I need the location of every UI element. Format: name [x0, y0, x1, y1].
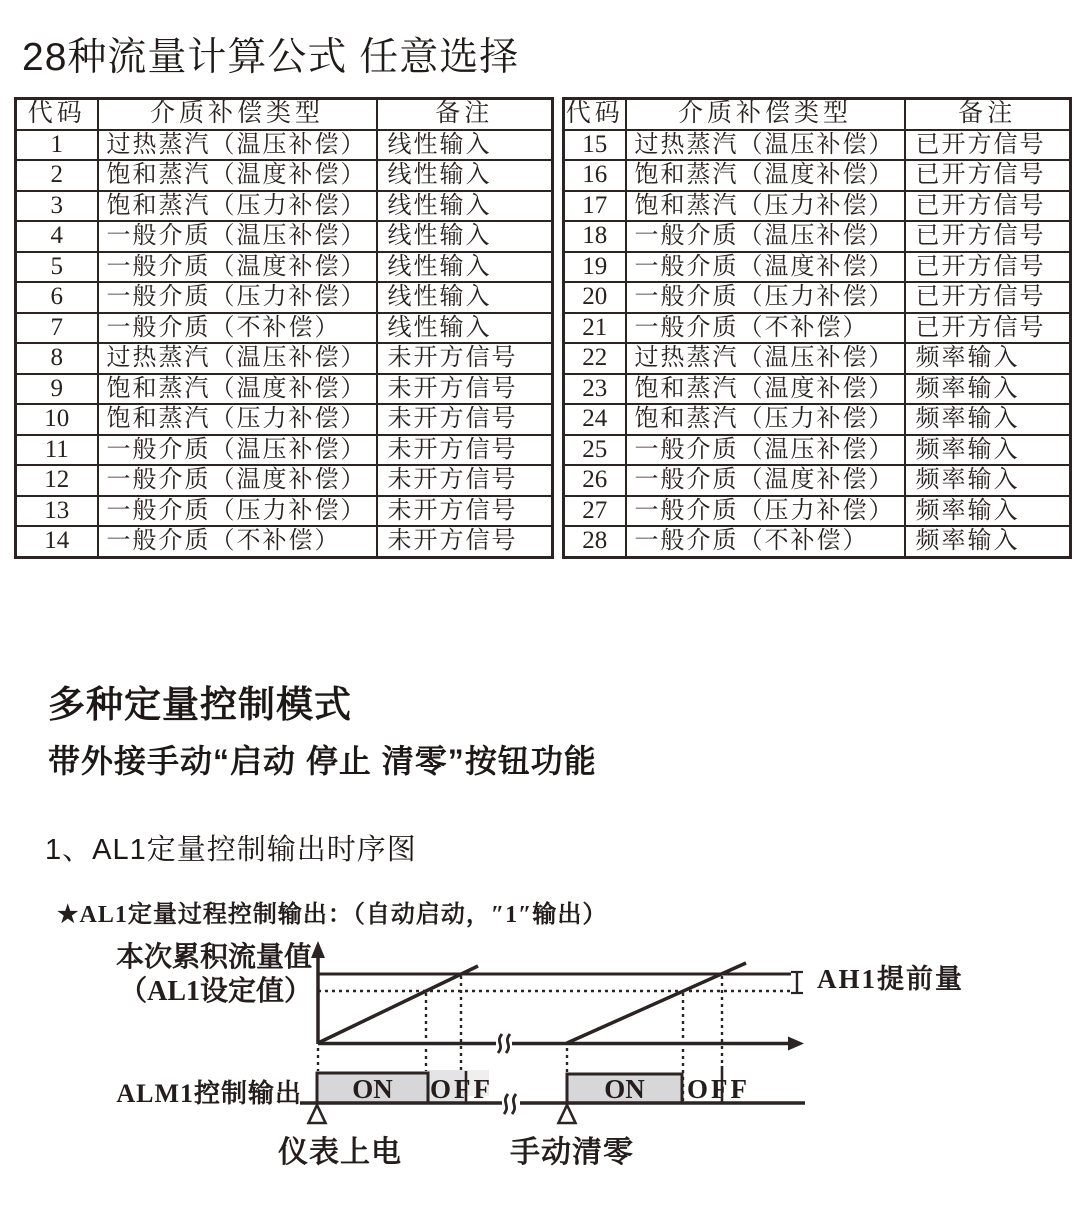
table-cell: 饱和蒸汽（温度补偿）: [626, 160, 905, 191]
table-cell: 19: [564, 252, 626, 283]
table-cell: 频率输入: [905, 404, 1071, 435]
table-cell: 4: [16, 221, 98, 252]
table-cell: 线性输入: [377, 252, 553, 283]
event-marker-triangle: [559, 1105, 576, 1123]
table-cell: 未开方信号: [377, 465, 553, 496]
table-cell: 线性输入: [377, 221, 553, 252]
table-cell: 频率输入: [905, 465, 1071, 496]
table-cell: 一般介质（不补偿）: [98, 313, 377, 344]
alm1-output-label: ALM1控制输出: [116, 1079, 302, 1108]
table-cell: 饱和蒸汽（压力补偿）: [98, 404, 377, 435]
flow-ramp-1: [318, 966, 478, 1043]
axis-break-mark: [502, 1092, 520, 1114]
table-cell: 22: [564, 343, 626, 374]
table-cell: 一般介质（温压补偿）: [626, 435, 905, 466]
table-cell: 线性输入: [377, 160, 553, 191]
table-cell: 饱和蒸汽（压力补偿）: [626, 191, 905, 222]
y-axis-label-line1: 本次累积流量值: [115, 942, 312, 973]
table-cell: 21: [564, 313, 626, 344]
event-marker-triangle: [309, 1105, 326, 1123]
table-cell: 线性输入: [377, 282, 553, 313]
table-cell: 未开方信号: [377, 526, 553, 557]
table-cell: 25: [564, 435, 626, 466]
table-cell: 12: [16, 465, 98, 496]
table-cell: 10: [16, 404, 98, 435]
axis-break-mark: [496, 1034, 512, 1053]
x-axis-arrowhead: [788, 1037, 804, 1051]
table-cell: 9: [16, 374, 98, 405]
col-header-code: 代码: [16, 99, 98, 130]
table-cell: 未开方信号: [377, 343, 553, 374]
table-cell: 过热蒸汽（温压补偿）: [98, 130, 377, 161]
table-cell: 11: [16, 435, 98, 466]
table-cell: 未开方信号: [377, 404, 553, 435]
table-cell: 8: [16, 343, 98, 374]
table-cell: 一般介质（温度补偿）: [626, 252, 905, 283]
table-cell: 已开方信号: [905, 130, 1071, 161]
table-cell: 线性输入: [377, 130, 553, 161]
on-state-label: ON: [604, 1074, 645, 1104]
table-cell: 一般介质（压力补偿）: [98, 496, 377, 527]
table-cell: 未开方信号: [377, 374, 553, 405]
on-state-label: ON: [352, 1074, 393, 1104]
table-cell: 1: [16, 130, 98, 161]
table-cell: 28: [564, 526, 626, 557]
y-axis-label-line2: （AL1设定值）: [119, 976, 312, 1007]
ah1-gap-marker: [791, 972, 803, 993]
table-cell: 18: [564, 221, 626, 252]
table-cell: 一般介质（不补偿）: [626, 526, 905, 557]
table-cell: 26: [564, 465, 626, 496]
table-cell: 已开方信号: [905, 313, 1071, 344]
table-cell: 饱和蒸汽（温度补偿）: [98, 374, 377, 405]
table-cell: 一般介质（温压补偿）: [98, 221, 377, 252]
table-cell: 17: [564, 191, 626, 222]
diagram-title: ★AL1定量过程控制输出：（自动启动，″1″输出）: [57, 902, 608, 928]
table-cell: 线性输入: [377, 191, 553, 222]
table-cell: 一般介质（压力补偿）: [626, 282, 905, 313]
table-cell: 已开方信号: [905, 191, 1071, 222]
table-cell: 一般介质（不补偿）: [98, 526, 377, 557]
table-cell: 一般介质（温度补偿）: [98, 465, 377, 496]
col-header-code: 代码: [564, 99, 626, 130]
table-cell: 频率输入: [905, 496, 1071, 527]
table-cell: 一般介质（压力补偿）: [626, 496, 905, 527]
table-cell: 24: [564, 404, 626, 435]
section-subheading: 带外接手动“启动 停止 清零”按钮功能: [48, 743, 597, 779]
table-cell: 一般介质（不补偿）: [626, 313, 905, 344]
table-cell: 23: [564, 374, 626, 405]
table-cell: 饱和蒸汽（压力补偿）: [98, 191, 377, 222]
table-cell: 一般介质（温压补偿）: [98, 435, 377, 466]
table-cell: 一般介质（温度补偿）: [98, 252, 377, 283]
table-cell: 一般介质（温压补偿）: [626, 221, 905, 252]
table-cell: 过热蒸汽（温压补偿）: [626, 130, 905, 161]
table-cell: 未开方信号: [377, 496, 553, 527]
table-cell: 过热蒸汽（温压补偿）: [98, 343, 377, 374]
table-cell: 一般介质（温度补偿）: [626, 465, 905, 496]
table-cell: 2: [16, 160, 98, 191]
table-cell: 13: [16, 496, 98, 527]
table-cell: 20: [564, 282, 626, 313]
col-header-medium: 介质补偿类型: [626, 99, 905, 130]
table-cell: 6: [16, 282, 98, 313]
table-cell: 7: [16, 313, 98, 344]
table-cell: 线性输入: [377, 313, 553, 344]
table-cell: 频率输入: [905, 435, 1071, 466]
table-cell: 频率输入: [905, 343, 1071, 374]
diagram-section-title: 1、AL1定量控制输出时序图: [45, 834, 417, 866]
table-cell: 饱和蒸汽（压力补偿）: [626, 404, 905, 435]
table-cell: 饱和蒸汽（温度补偿）: [626, 374, 905, 405]
table-cell: 14: [16, 526, 98, 557]
off-state-label: OFF: [430, 1074, 493, 1104]
table-cell: 5: [16, 252, 98, 283]
event-manual-reset-label: 手动清零: [510, 1136, 634, 1169]
table-cell: 已开方信号: [905, 221, 1071, 252]
table-cell: 饱和蒸汽（温度补偿）: [98, 160, 377, 191]
table-cell: 过热蒸汽（温压补偿）: [626, 343, 905, 374]
col-header-medium: 介质补偿类型: [98, 99, 377, 130]
table-cell: 27: [564, 496, 626, 527]
table-cell: 3: [16, 191, 98, 222]
section-heading: 多种定量控制模式: [48, 684, 352, 725]
y-axis-label: [28, 941, 312, 1009]
table-cell: 16: [564, 160, 626, 191]
table-cell: 15: [564, 130, 626, 161]
table-cell: 已开方信号: [905, 282, 1071, 313]
col-header-remark: 备注: [905, 99, 1071, 130]
y-axis-arrowhead: [311, 941, 325, 958]
col-header-remark: 备注: [377, 99, 553, 130]
table-cell: 频率输入: [905, 374, 1071, 405]
off-state-label: OFF: [687, 1074, 750, 1104]
table-cell: 一般介质（压力补偿）: [98, 282, 377, 313]
table-cell: 已开方信号: [905, 252, 1071, 283]
table-cell: 未开方信号: [377, 435, 553, 466]
table-cell: 已开方信号: [905, 160, 1071, 191]
event-power-on-label: 仪表上电: [278, 1136, 402, 1169]
table-cell: 频率输入: [905, 526, 1071, 557]
page-title: 28种流量计算公式 任意选择: [22, 36, 520, 79]
ah1-advance-label: AH1提前量: [817, 964, 964, 994]
